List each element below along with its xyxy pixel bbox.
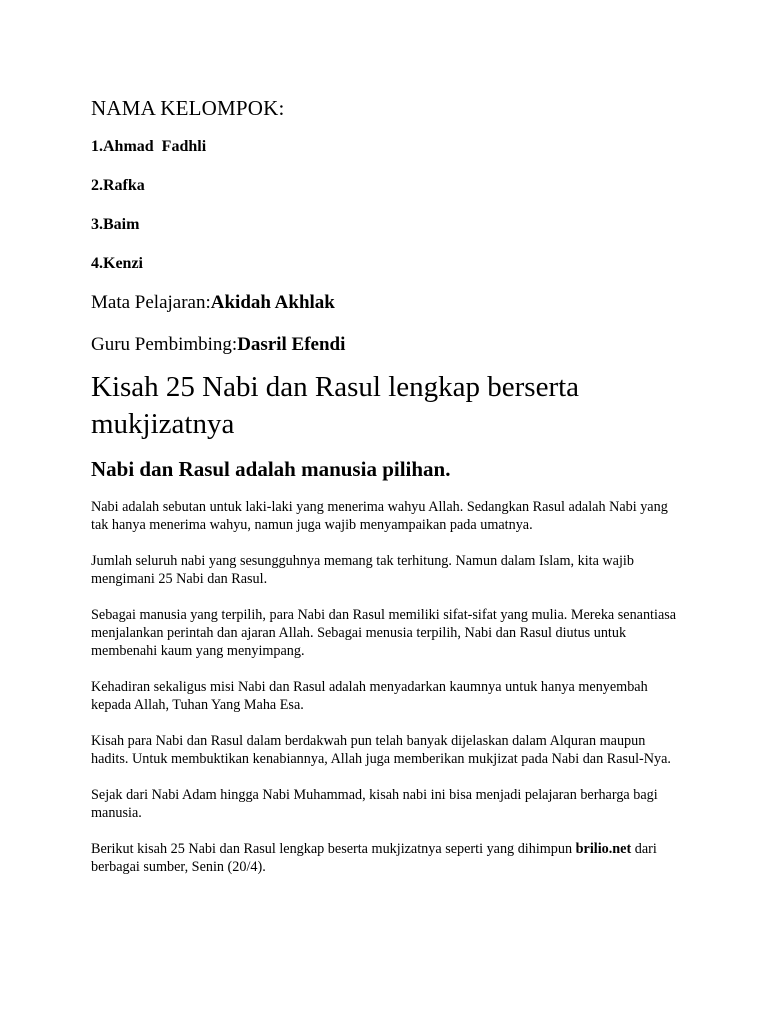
- member-item-3: 3.Baim: [91, 216, 140, 233]
- article-subtitle: Nabi dan Rasul adalah manusia pilihan.: [91, 457, 451, 481]
- member-item-2: 2.Rafka: [91, 177, 145, 194]
- teacher-label: Guru Pembimbing:: [91, 334, 238, 355]
- paragraph-4: Kehadiran sekaligus misi Nabi dan Rasul adalah menyadarkan kaumnya untuk hanya menyembah kepada Allah, Tuhan Yang Maha Esa.: [91, 679, 648, 713]
- paragraph-6: Sejak dari Nabi Adam hingga Nabi Muhammad, kisah nabi ini bisa menjadi pelajaran berharga bagi manusia.: [91, 787, 658, 821]
- subject-value: Akidah Akhlak: [210, 292, 335, 313]
- source-link[interactable]: brilio.net: [575, 841, 632, 857]
- paragraph-5: Kisah para Nabi dan Rasul dalam berdakwah pun telah banyak dijelaskan dalam Alquran maupun hadits. Untuk membuktikan kenabiannya, Allah juga memberikan mukjizat pada Nabi dan Rasul-Nya.: [91, 733, 671, 767]
- source-text-after: dari berbagai sumber, Senin (20/4).: [91, 841, 657, 875]
- member-item-4: 4.Kenzi: [91, 255, 143, 272]
- paragraph-3: Sebagai manusia yang terpilih, para Nabi dan Rasul memiliki sifat-sifat yang mulia. Mereka senantiasa menjalankan perintah dan ajaran Allah. Sebagai menusia terpilih, Nabi dan Rasul diutus untuk membenahi kaum yang menyimpang.: [91, 607, 677, 659]
- teacher-value: Dasril Efendi: [237, 334, 346, 355]
- source-text-before: Berikut kisah 25 Nabi dan Rasul lengkap beserta mukjizatnya seperti yang dihimpun: [91, 841, 576, 857]
- paragraph-1: Nabi adalah sebutan untuk laki-laki yang menerima wahyu Allah. Sedangkan Rasul adalah Nabi yang tak hanya menerima wahyu, namun juga wajib menyampaikan pada umatnya.: [91, 499, 668, 533]
- group-heading: NAMA KELOMPOK:: [91, 96, 285, 120]
- subject-line: [91, 291, 678, 315]
- article-title: Kisah 25 Nabi dan Rasul lengkap berserta mukjizatnya: [91, 371, 580, 440]
- subject-label: Mata Pelajaran:: [91, 292, 211, 313]
- source-paragraph: [91, 840, 678, 876]
- paragraph-2: Jumlah seluruh nabi yang sesungguhnya memang tak terhitung. Namun dalam Islam, kita wajib mengimani 25 Nabi dan Rasul.: [91, 553, 634, 587]
- member-item-1: 1.Ahmad Fadhli: [91, 138, 207, 155]
- teacher-line: [91, 333, 678, 357]
